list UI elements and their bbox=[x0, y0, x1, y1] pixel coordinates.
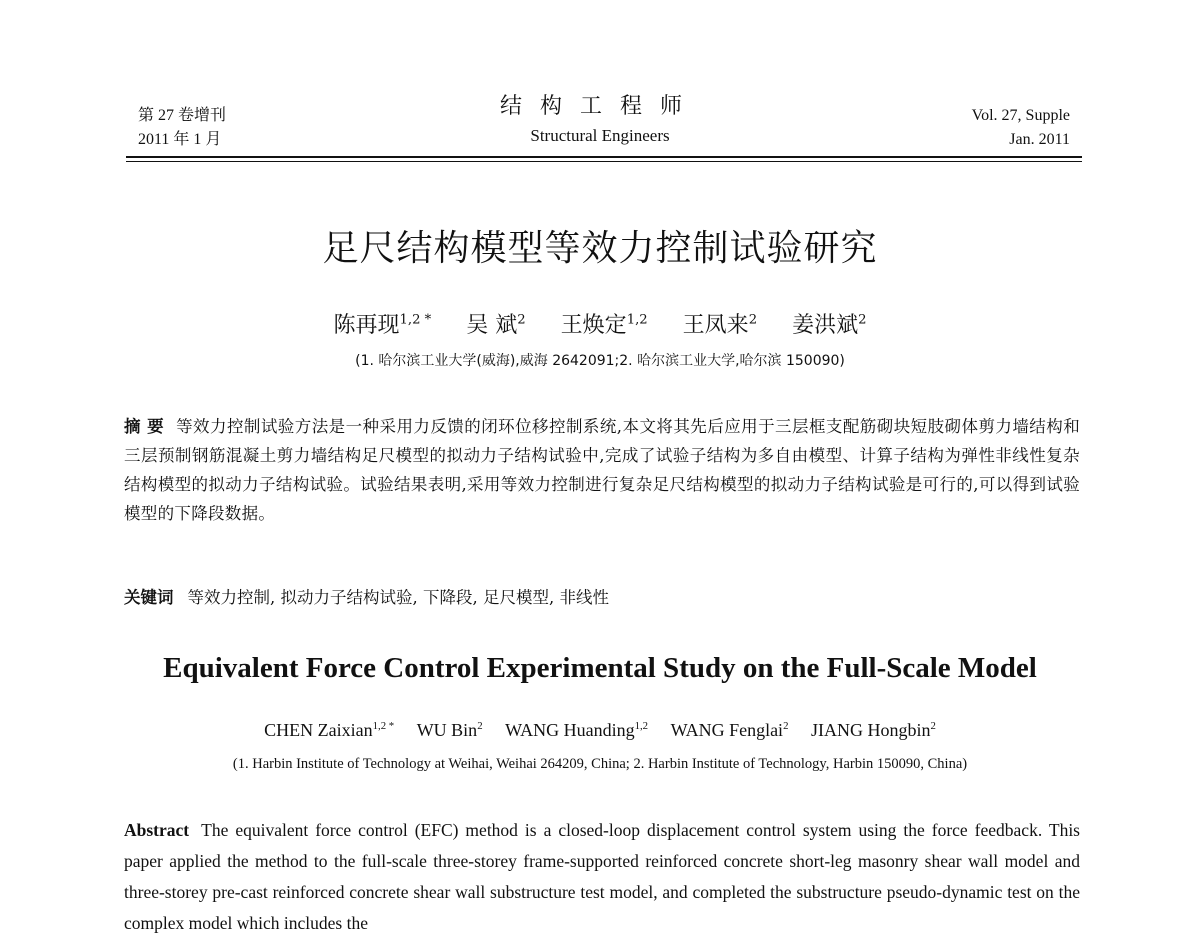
affiliation-cn: (1. 哈尔滨工业大学(威海),威海 2642091;2. 哈尔滨工业大学,哈尔滨 150090) bbox=[355, 353, 845, 369]
author-cn: 王焕定$^{1,2}$ bbox=[560, 312, 648, 338]
authors-en bbox=[0, 720, 1200, 741]
author-en: JIANG Hongbin$^2$ bbox=[810, 720, 936, 740]
abstract-en-text: The equivalent force control (EFC) method is a closed-loop displacement control system using the force feedback. This paper applied the method to the full-scale three-storey frame-supported reinforced concrete short-leg masonry shear wall model and three-storey pre-cast reinforced concrete shear wall substructure test model, and completed the substructure pseudo-dynamic test on the complex model which includes the bbox=[124, 820, 1080, 933]
volume-en: Vol. 27, Supple bbox=[971, 107, 1070, 124]
author-en: WU Bin$^2$ bbox=[416, 720, 483, 740]
author-cn: 姜洪斌$^2$ bbox=[792, 312, 867, 338]
abstract-cn bbox=[124, 412, 1080, 528]
author-cn: 王凤来$^2$ bbox=[682, 312, 758, 338]
paper-title-en: Equivalent Force Control Experimental Study on the Full-Scale Model bbox=[163, 652, 1037, 684]
journal-name-en: Structural Engineers bbox=[530, 126, 670, 145]
abstract-cn-label: 摘 要 bbox=[124, 417, 165, 436]
author-cn: 吴 斌$^2$ bbox=[466, 312, 526, 338]
authors-cn bbox=[0, 308, 1200, 339]
header-rule-thick bbox=[126, 156, 1082, 158]
keywords-cn-text: 等效力控制, 拟动力子结构试验, 下降段, 足尺模型, 非线性 bbox=[187, 588, 609, 607]
author-en: CHEN Zaixian$^{1,2 *}$ bbox=[264, 720, 395, 740]
date-cn: 2011 年 1 月 bbox=[138, 131, 222, 148]
abstract-en bbox=[124, 815, 1080, 939]
volume-cn: 第 27 卷增刊 bbox=[138, 107, 227, 124]
keywords-cn-label: 关键词 bbox=[124, 588, 174, 607]
keywords-cn bbox=[124, 584, 1080, 612]
journal-volume-cn bbox=[138, 104, 226, 152]
author-en: WANG Fenglai$^2$ bbox=[670, 720, 789, 740]
journal-name bbox=[400, 92, 800, 148]
affiliation-en: (1. Harbin Institute of Technology at Weihai, Weihai 264209, China; 2. Harbin Institute of Technology, Harbin 150090, China) bbox=[232, 756, 968, 772]
abstract-cn-text: 等效力控制试验方法是一种采用力反馈的闭环位移控制系统,本文将其先后应用于三层框支配筋砌块短肢砌体剪力墙结构和三层预制钢筋混凝土剪力墙结构足尺模型的拟动力子结构试验中,完成了试验子结构为多自由模型、计算子结构为弹性非线性复杂结构模型的拟动力子结构试验。试验结果表明,采用等效力控制进行复杂足尺结构模型的拟动力子结构试验是可行的,可以得到试验模型的下降段数据。 bbox=[124, 417, 1080, 523]
header-rule-thin bbox=[126, 161, 1082, 162]
abstract-en-label: Abstract bbox=[124, 820, 190, 840]
journal-name-cn: 结构工程师 bbox=[499, 94, 700, 119]
author-cn: 陈再现$^{1,2 *}$ bbox=[333, 312, 432, 338]
paper-title-cn: 足尺结构模型等效力控制试验研究 bbox=[322, 228, 878, 269]
journal-volume-en bbox=[972, 104, 1070, 152]
date-en: Jan. 2011 bbox=[1009, 131, 1070, 148]
author-en: WANG Huanding$^{1,2}$ bbox=[505, 720, 649, 740]
